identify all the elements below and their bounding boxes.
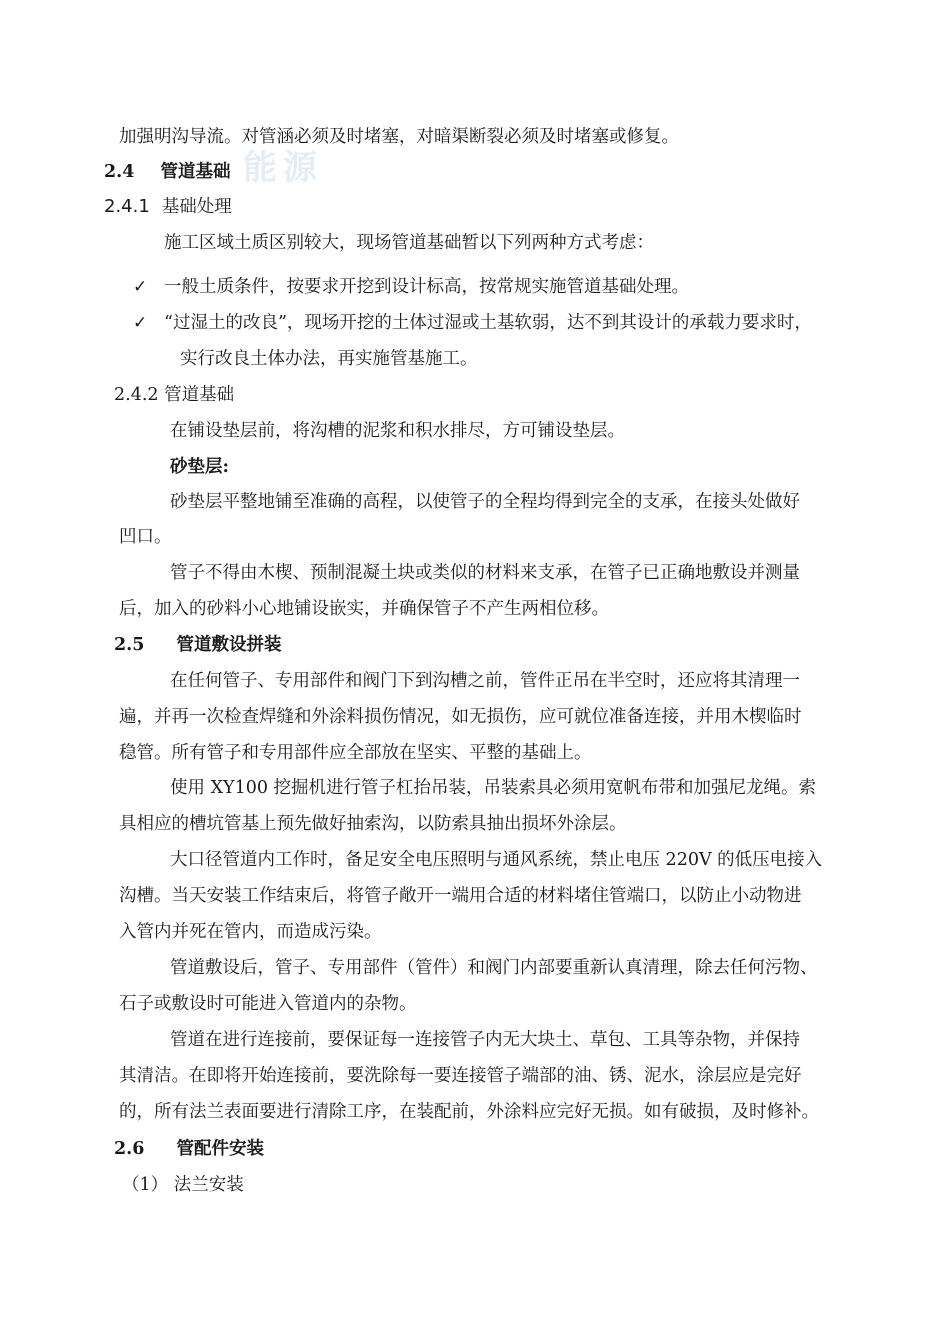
bullet-item: 一般土质条件，按要求开挖到设计标高，按常规实施管道基础处理。	[164, 277, 689, 297]
section-heading-2-6	[114, 1137, 264, 1161]
paragraph-line: 具相应的槽坑管基上预先做好抽索沟，以防索具抽出损坏外涂层。	[119, 814, 627, 834]
checkmark-icon: ✓	[133, 313, 148, 333]
paragraph-line: 后，加入的砂料小心地铺设嵌实，并确保管子不产生两相位移。	[119, 599, 609, 619]
list-item-flange-installation: （1） 法兰安装	[122, 1175, 244, 1195]
checkmark-icon: ✓	[133, 277, 148, 297]
subheading-sand-cushion: 砂垫层:	[170, 457, 229, 477]
paragraph-line: 施工区域土质区别较大，现场管道基础暂以下列两种方式考虑：	[164, 233, 654, 253]
section-heading-2-4-2: 2.4.2 管道基础	[114, 385, 235, 405]
paragraph-line: 使用 XY100 挖掘机进行管子杠抬吊装，吊装索具必须用宽帆布带和加强尼龙绳。索	[170, 778, 817, 798]
paragraph-line: 管道敷设后，管子、专用部件（管件）和阀门内部要重新认真清理，除去任何污物、	[170, 958, 818, 978]
section-number: 2.4	[104, 162, 135, 182]
paragraph-line: 其清洁。在即将开始连接前，要洗除每一要连接管子端部的油、锈、泥水，涂层应是完好	[119, 1066, 802, 1086]
section-heading-2-5	[114, 633, 281, 657]
bullet-item-continuation: 实行改良土体办法，再实施管基施工。	[180, 349, 478, 369]
paragraph-line: 管子不得由木楔、预制混凝土块或类似的材料来支承，在管子已正确地敷设并测量	[170, 563, 800, 583]
paragraph-line: 入管内并死在管内，而造成污染。	[119, 922, 382, 942]
paragraph-line: 在铺设垫层前，将沟槽的泥浆和积水排尽，方可铺设垫层。	[170, 421, 625, 441]
bullet-item: “过湿土的改良”，现场开挖的土体过湿或土基软弱，达不到其设计的承载力要求时，	[164, 313, 812, 333]
paragraph-line: 在任何管子、专用部件和阀门下到沟槽之前，管件正吊在半空时，还应将其清理一	[170, 671, 800, 691]
section-number: 2.4.1	[104, 196, 150, 217]
paragraph-line: 遍，并再一次检查焊缝和外涂料损伤情况，如无损伤，应可就位准备连接，并用木楔临时	[119, 707, 802, 727]
section-title: 管道基础	[160, 162, 231, 182]
section-number: 2.5	[114, 635, 145, 655]
section-number: 2.6	[114, 1139, 145, 1159]
section-heading-2-4	[104, 160, 230, 184]
paragraph-line: 加强明沟导流。对管涵必须及时堵塞，对暗渠断裂必须及时堵塞或修复。	[119, 127, 679, 147]
paragraph-line: 稳管。所有管子和专用部件应全部放在坚实、平整的基础上。	[119, 743, 592, 763]
paragraph-line: 的，所有法兰表面要进行清除工序，在装配前，外涂料应完好无损。如有破损，及时修补。	[119, 1102, 819, 1122]
paragraph-line: 大口径管道内工作时，备足安全电压照明与通风系统，禁止电压 220V 的低压电接入	[170, 850, 823, 870]
section-heading-2-4-1	[104, 195, 232, 219]
paragraph-line: 沟槽。当天安装工作结束后，将管子敞开一端用合适的材料堵住管端口，以防止小动物进	[119, 886, 802, 906]
section-title: 管道敷设拼装	[176, 635, 282, 655]
paragraph-line: 凹口。	[119, 527, 172, 547]
paragraph-line: 管道在进行连接前，要保证每一连接管子内无大块土、草包、工具等杂物，并保持	[170, 1030, 800, 1050]
paragraph-line: 石子或敷设时可能进入管道内的杂物。	[119, 994, 417, 1014]
paragraph-line: 砂垫层平整地铺至准确的高程，以使管子的全程均得到完全的支承，在接头处做好	[170, 492, 800, 512]
watermark: 能源	[243, 148, 323, 188]
section-title: 管配件安装	[176, 1139, 264, 1159]
section-title: 基础处理	[161, 197, 232, 217]
